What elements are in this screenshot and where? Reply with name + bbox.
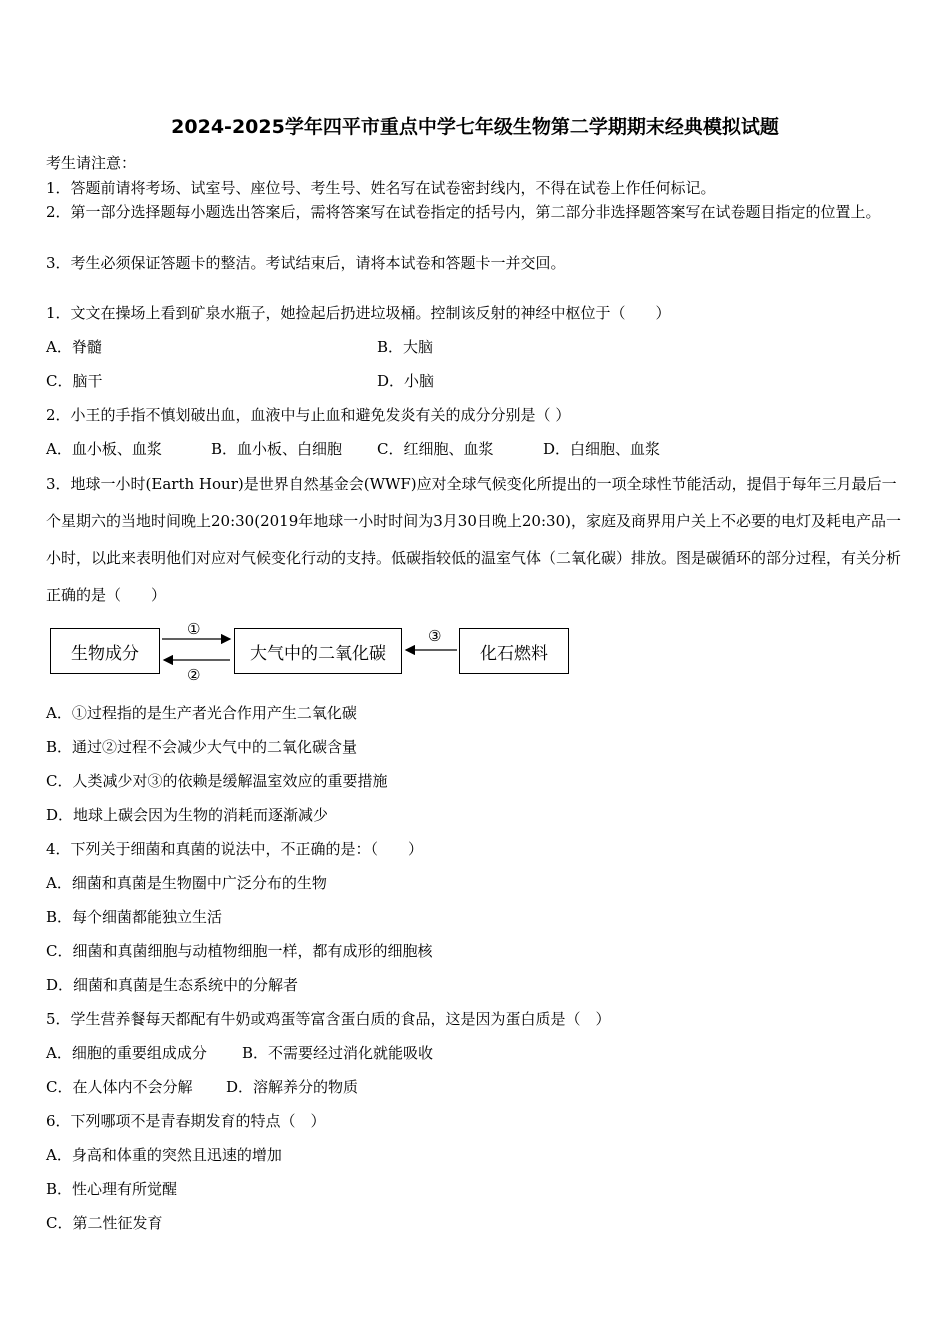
q4-option-c: C．细菌和真菌细胞与动植物细胞一样，都有成形的细胞核 (46, 942, 433, 960)
q3-option-c: C．人类减少对③的依赖是缓解温室效应的重要措施 (46, 772, 388, 790)
diagram-box-organisms: 生物成分 (50, 628, 160, 674)
diagram-box-atmosphere-co2: 大气中的二氧化碳 (234, 628, 402, 674)
diagram-arrows (46, 622, 576, 682)
q5-option-d: D．溶解养分的物质 (226, 1078, 359, 1096)
q1-option-d: D．小脑 (377, 372, 435, 390)
label-1: ① (187, 622, 201, 638)
q6-option-a: A．身高和体重的突然且迅速的增加 (46, 1146, 282, 1164)
q2-option-b: B．血小板、白细胞 (211, 440, 343, 458)
q3-option-b: B．通过②过程不会减少大气中的二氧化碳含量 (46, 738, 358, 756)
q1-option-b: B．大脑 (377, 338, 434, 356)
q3-option-d: D．地球上碳会因为生物的消耗而逐渐减少 (46, 806, 329, 824)
carbon-cycle-diagram (46, 622, 576, 682)
q6-option-c: C．第二性征发育 (46, 1214, 163, 1232)
notice-item-3: 3．考生必须保证答题卡的整洁。考试结束后，请将本试卷和答题卡一并交回。 (46, 254, 566, 272)
q1-option-a: A．脊髓 (46, 338, 102, 356)
q5-option-b: B．不需要经过消化就能吸收 (242, 1044, 434, 1062)
q3-stem: 3．地球一小时(Earth Hour)是世界自然基金会(WWF)应对全球气候变化所提出的一项全球性节能活动，提倡于每年三月最后一个星期六的当地时间晚上20:30(2019年地球一小时时间为3月30日晚上20:30)，家庭及商界用户关上不必要的电灯及耗电产品一小时，以此来表明他们对应对气候变化行动的支持。低碳指较低的温室气体（二氧化碳）排放。图是碳循环的部分过程，有关分析正确的是（ ） (46, 475, 902, 604)
q6-stem: 6．下列哪项不是青春期发育的特点（ ） (46, 1112, 326, 1130)
q1-option-c: C．脑干 (46, 372, 103, 390)
q2-option-d: D．白细胞、血浆 (543, 440, 661, 458)
notice-item-2: 2．第一部分选择题每小题选出答案后，需将答案写在试卷指定的括号内，第二部分非选择题答案写在试卷题目指定的位置上。 (46, 203, 881, 221)
q2-option-c: C．红细胞、血浆 (377, 440, 494, 458)
q6-option-b: B．性心理有所觉醒 (46, 1180, 178, 1198)
label-3: ③ (428, 627, 442, 645)
q4-option-a: A．细菌和真菌是生物圈中广泛分布的生物 (46, 874, 327, 892)
q4-option-d: D．细菌和真菌是生态系统中的分解者 (46, 976, 299, 994)
q5-option-a: A．细胞的重要组成成分 (46, 1044, 207, 1062)
notice-heading: 考生请注意： (46, 154, 137, 172)
q1-stem: 1．文文在操场上看到矿泉水瓶子，她捡起后扔进垃圾桶。控制该反射的神经中枢位于（ ） (46, 304, 671, 322)
page-title: 2024-2025学年四平市重点中学七年级生物第二学期期末经典模拟试题 (171, 116, 779, 138)
q5-stem: 5．学生营养餐每天都配有牛奶或鸡蛋等富含蛋白质的食品，这是因为蛋白质是（ ） (46, 1010, 611, 1028)
q5-option-c: C．在人体内不会分解 (46, 1078, 193, 1096)
diagram-box-fossil-fuels: 化石燃料 (459, 628, 569, 674)
q2-stem: 2．小王的手指不慎划破出血，血液中与止血和避免发炎有关的成分分别是（ ） (46, 406, 571, 424)
label-2: ② (187, 666, 201, 682)
q4-stem: 4．下列关于细菌和真菌的说法中，不正确的是：（ ） (46, 840, 424, 858)
q4-option-b: B．每个细菌都能独立生活 (46, 908, 223, 926)
q3-option-a: A．①过程指的是生产者光合作用产生二氧化碳 (46, 704, 357, 722)
q2-option-a: A．血小板、血浆 (46, 440, 162, 458)
notice-item-1: 1．答题前请将考场、试室号、座位号、考生号、姓名写在试卷密封线内，不得在试卷上作任何标记。 (46, 179, 716, 197)
